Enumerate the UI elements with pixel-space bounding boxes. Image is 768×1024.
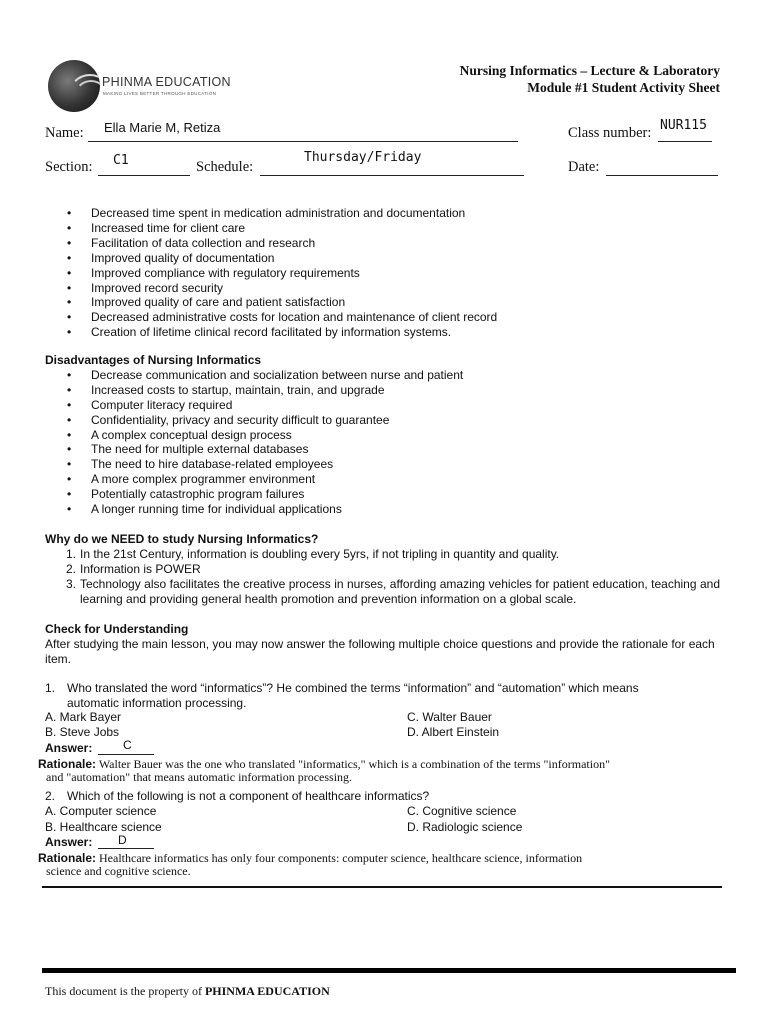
q1-option-d[interactable]: D. Albert Einstein [407, 725, 500, 739]
disadvantages-list [45, 368, 720, 517]
advantage-item: • Improved quality of care and patient satisfaction [45, 295, 720, 310]
question-text-cont: automatic information processing. [67, 696, 247, 710]
check-heading: Check for Understanding [45, 622, 189, 636]
q1-option-c[interactable]: C. Walter Bauer [407, 710, 492, 724]
q1-option-b[interactable]: B. Steve Jobs [45, 725, 120, 739]
why-item-number: 2. [66, 561, 77, 576]
rationale-text: Healthcare informatics has only four components: computer science, healthcare science, information [99, 851, 583, 865]
advantage-item: • Improved quality of documentation [45, 251, 720, 266]
footer-text: This document is the property of [45, 984, 205, 998]
schedule-label: Schedule: [196, 159, 254, 175]
disadvantage-item: • Increased costs to startup, maintain, train, and upgrade [45, 383, 720, 398]
why-item [45, 547, 720, 562]
why-item-text: Information is POWER [80, 561, 201, 576]
question-text: Who translated the word “informatics”? He combined the terms “information” and “automation” which means [67, 681, 639, 695]
rationale-text-cont: science and cognitive science. [46, 863, 191, 878]
advantage-item: • Improved compliance with regulatory requirements [45, 266, 720, 281]
q2-answer-line [98, 848, 154, 849]
name-field[interactable]: Ella Marie M, Retiza [104, 120, 221, 135]
check-intro: After studying the main lesson, you may now answer the following multiple choice questions and provide the rationale for each item. [45, 636, 715, 666]
footer [45, 984, 330, 999]
why-item-number: 3. [66, 576, 77, 591]
section-divider [42, 886, 722, 888]
why-item-text: Technology also facilitates the creative process in nurses, affording amazing vehicles for patient education, teaching and learning and providing general health promotion and prevention information on a global scale. [80, 576, 720, 606]
date-label: Date: [568, 159, 600, 175]
q1-answer-line [98, 754, 154, 755]
schedule-field-line [260, 175, 524, 176]
section-field-line [98, 175, 190, 176]
check-section [45, 622, 720, 667]
q2-answer-label: Answer: [45, 835, 93, 849]
q1-option-a[interactable]: A. Mark Bayer [45, 710, 122, 724]
why-item [45, 577, 720, 607]
brand-tagline: MAKING LIVES BETTER THROUGH EDUCATION [103, 91, 217, 96]
q2-rationale [38, 852, 738, 877]
q2-answer-field[interactable]: D [118, 833, 127, 847]
q1-answer-label: Answer: [45, 741, 93, 755]
disadvantages-heading: Disadvantages of Nursing Informatics [45, 353, 262, 367]
question-number: 1. [45, 681, 56, 695]
advantage-item: • Improved record security [45, 281, 720, 296]
advantages-section [45, 206, 720, 340]
disadvantage-item: • Potentially catastrophic program failures [45, 487, 720, 502]
question-text: Which of the following is not a component of healthcare informatics? [67, 789, 430, 803]
section-field[interactable]: C1 [113, 153, 129, 168]
disadvantage-item: • Decrease communication and socialization between nurse and patient [45, 368, 720, 383]
schedule-field[interactable]: Thursday/Friday [304, 150, 422, 165]
disadvantage-item: • Computer literacy required [45, 398, 720, 413]
why-item-number: 1. [66, 546, 77, 561]
question-2 [45, 789, 720, 804]
why-list [45, 547, 720, 607]
rationale-text-cont: and "automation" that means automatic information processing. [46, 769, 353, 784]
rationale-label: Rationale: [38, 851, 97, 865]
rationale-text: Walter Bauer was the one who translated "informatics," which is a combination of the terms "information" [98, 757, 610, 771]
why-item-text: In the 21st Century, information is doubling every 5yrs, if not tripling in quantity and quality. [80, 546, 560, 561]
rationale-label: Rationale: [38, 757, 97, 771]
footer-brand: PHINMA EDUCATION [204, 984, 330, 998]
advantage-item: • Creation of lifetime clinical record facilitated by information systems. [45, 325, 720, 340]
class-number-label: Class number: [568, 125, 652, 141]
advantage-item: • Facilitation of data collection and research [45, 236, 720, 251]
q1-rationale [38, 758, 738, 783]
q1-answer-field[interactable]: C [123, 738, 132, 752]
module-title: Module #1 Student Activity Sheet [527, 80, 720, 95]
q2-option-b[interactable]: B. Healthcare science [45, 820, 162, 834]
why-item [45, 562, 720, 577]
disadvantage-item: • A longer running time for individual applications [45, 502, 720, 517]
q2-option-d[interactable]: D. Radiologic science [407, 820, 523, 834]
name-label: Name: [45, 125, 84, 141]
advantages-list [45, 206, 720, 340]
why-heading: Why do we NEED to study Nursing Informatics? [45, 532, 319, 546]
section-label: Section: [45, 159, 93, 175]
course-title: Nursing Informatics – Lecture & Laboratory [459, 63, 720, 78]
disadvantage-item: • A more complex programmer environment [45, 472, 720, 487]
q2-option-a[interactable]: A. Computer science [45, 804, 157, 818]
disadvantage-item: • The need to hire database-related employees [45, 457, 720, 472]
disadvantages-section [45, 353, 720, 517]
brand-name: PHINMA EDUCATION [102, 75, 231, 89]
advantage-item: • Increased time for client care [45, 221, 720, 236]
disadvantage-item: • The need for multiple external databases [45, 442, 720, 457]
footer-bar [42, 968, 736, 973]
name-field-line [88, 141, 518, 142]
advantage-item: • Decreased administrative costs for location and maintenance of client record [45, 310, 720, 325]
class-number-field-line [658, 141, 712, 142]
phinma-logo-icon [48, 60, 100, 112]
question-1 [45, 681, 720, 711]
class-number-field[interactable]: NUR115 [660, 118, 707, 133]
question-number: 2. [45, 789, 56, 803]
disadvantage-item: • A complex conceptual design process [45, 428, 720, 443]
date-field[interactable] [606, 175, 718, 176]
document-title [460, 62, 720, 96]
advantage-item: • Decreased time spent in medication administration and documentation [45, 206, 720, 221]
why-section [45, 532, 720, 607]
disadvantage-item: • Confidentiality, privacy and security difficult to guarantee [45, 413, 720, 428]
q2-option-c[interactable]: C. Cognitive science [407, 804, 517, 818]
